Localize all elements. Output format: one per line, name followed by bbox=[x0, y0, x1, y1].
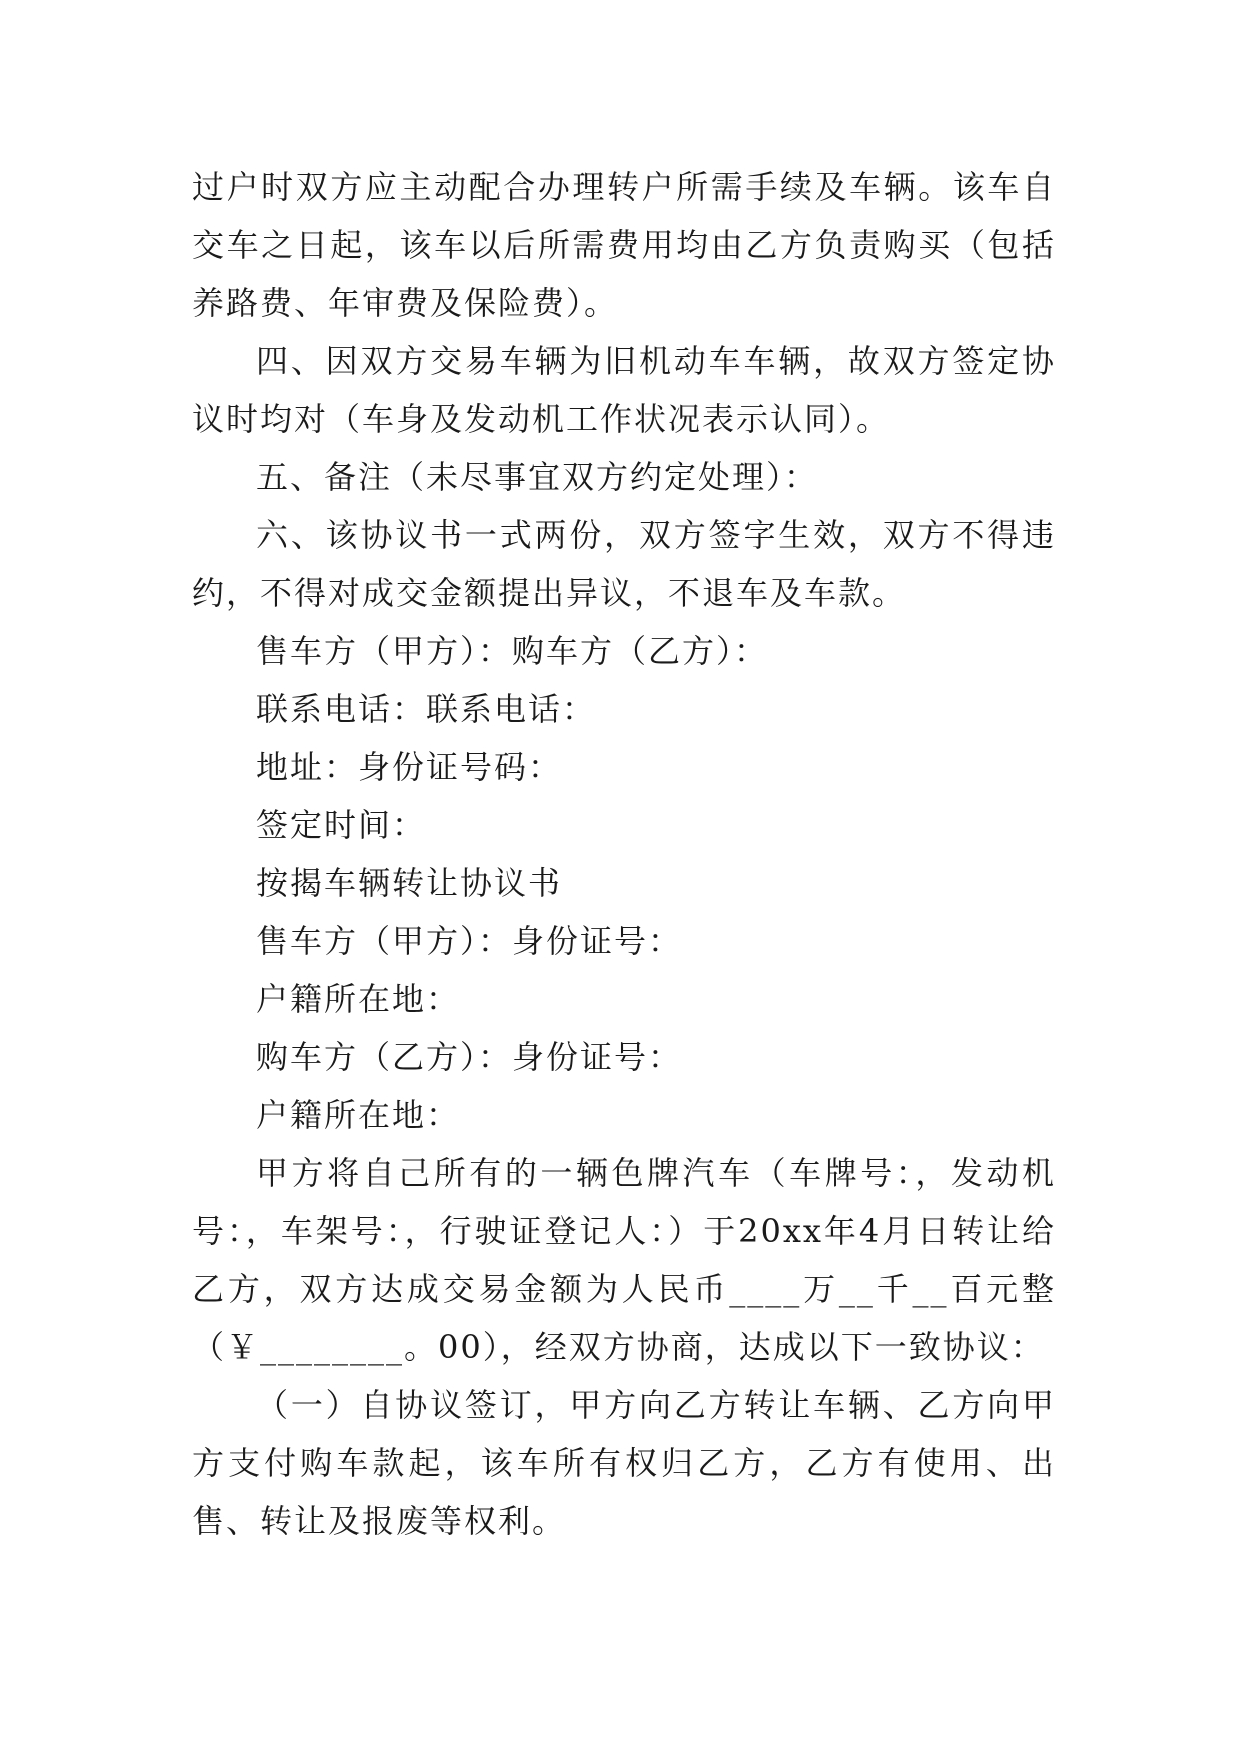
line-signing-date: 签定时间： bbox=[256, 806, 427, 844]
line-contact-phone: 联系电话：联系电话： bbox=[256, 690, 597, 728]
paragraph-transfer-procedures: 过户时双方应主动配合办理转户所需手续及车辆。该车自交车之日起，该车以后所需费用均由乙方负责购买（包括养路费、年审费及保险费）。 bbox=[192, 168, 1056, 322]
paragraph-clause-four: 四、因双方交易车辆为旧机动车车辆，故双方签定协议时均对（车身及发动机工作状况表示认同）。 bbox=[192, 342, 1056, 438]
line-buyer-residence: 户籍所在地： bbox=[256, 1096, 461, 1134]
document-body bbox=[192, 158, 1056, 1550]
paragraph-clause-five: 五、备注（未尽事宜双方约定处理）： bbox=[256, 458, 819, 496]
line-seller-id: 售车方（甲方）：身份证号： bbox=[256, 922, 683, 960]
paragraph-clause-one: （一）自协议签订，甲方向乙方转让车辆、乙方向甲方支付购车款起，该车所有权归乙方，乙方有使用、出售、转让及报废等权利。 bbox=[192, 1386, 1056, 1540]
line-buyer-id: 购车方（乙方）：身份证号： bbox=[256, 1038, 683, 1076]
paragraph-vehicle-transfer-terms: 甲方将自己所有的一辆色牌汽车（车牌号：，发动机号：，车架号：，行驶证登记人：）于20xx年4月日转让给乙方，双方达成交易金额为人民币____万__千__百元整（￥________。00），经双方协商，达成以下一致协议： bbox=[192, 1154, 1056, 1366]
section-title-mortgage-transfer: 按揭车辆转让协议书 bbox=[256, 864, 563, 902]
line-seller-buyer: 售车方（甲方）：购车方（乙方）： bbox=[256, 632, 769, 670]
line-seller-residence: 户籍所在地： bbox=[256, 980, 461, 1018]
paragraph-clause-six: 六、该协议书一式两份，双方签字生效，双方不得违约，不得对成交金额提出异议，不退车及车款。 bbox=[192, 516, 1056, 612]
line-address-id: 地址：身份证号码： bbox=[256, 748, 563, 786]
